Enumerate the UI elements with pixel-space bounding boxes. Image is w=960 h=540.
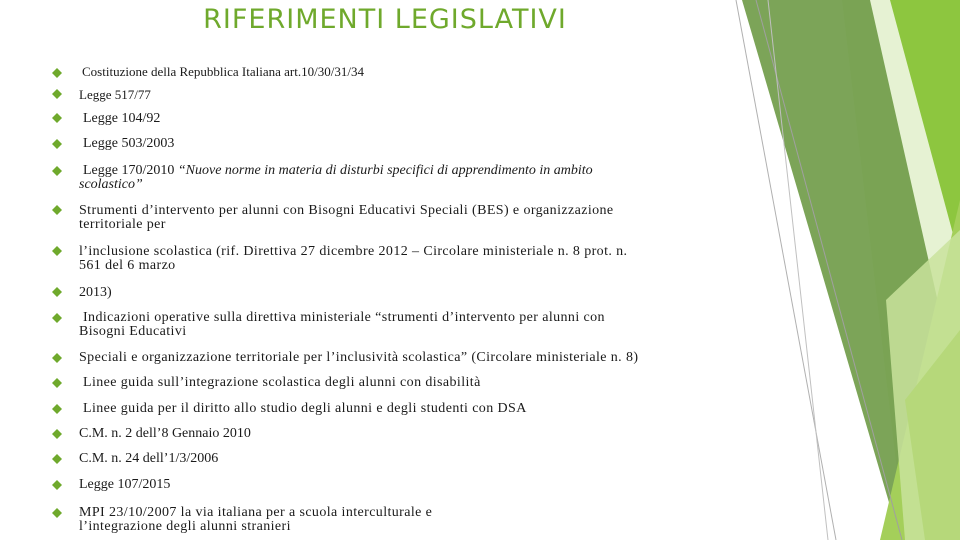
item-text-line2: l’integrazione degli alunni stranieri <box>79 519 291 534</box>
item-text-line2: scolastico” <box>79 177 143 192</box>
item-text: Strumenti d’intervento per alunni con Bisogni Educativi Speciali (BES) e organizzazione <box>79 203 614 218</box>
item-text: Costituzione della Repubblica Italiana art.10/30/31/34 <box>82 64 364 79</box>
list-item <box>79 286 719 300</box>
list-item <box>79 427 719 441</box>
diamond-bullet-icon <box>52 68 62 78</box>
item-text: Legge 170/2010 <box>83 163 178 178</box>
list-item <box>79 478 719 492</box>
item-text: MPI 23/10/2007 la via italiana per a scuola interculturale e <box>79 505 433 520</box>
diamond-bullet-icon <box>52 480 62 490</box>
list-item <box>82 65 722 79</box>
list-item <box>79 452 719 466</box>
list-item <box>79 311 719 339</box>
diamond-bullet-icon <box>52 508 62 518</box>
item-text: Indicazioni operative sulla direttiva ministeriale “strumenti d’intervento per alunni con <box>83 310 605 325</box>
item-text: Legge 517/77 <box>79 87 151 102</box>
item-text-line2: Bisogni Educativi <box>79 324 187 339</box>
list-item <box>83 402 723 416</box>
diamond-bullet-icon <box>52 353 62 363</box>
list-item <box>83 137 723 151</box>
item-text-line2: 561 del 6 marzo <box>79 258 176 273</box>
diamond-bullet-icon <box>52 246 62 256</box>
list-item <box>79 204 719 232</box>
item-text: Legge 503/2003 <box>83 136 175 151</box>
slide-title: RIFERIMENTI LEGISLATIVI <box>203 4 567 35</box>
item-text: Legge 107/2015 <box>79 477 171 492</box>
item-text: 2013) <box>79 285 112 300</box>
list-item <box>79 88 719 102</box>
item-text: l’inclusione scolastica (rif. Direttiva 27 dicembre 2012 – Circolare ministeriale n. 8 prot. n. <box>79 244 628 259</box>
diamond-bullet-icon <box>52 166 62 176</box>
item-text: C.M. n. 2 dell’8 Gennaio 2010 <box>79 426 251 441</box>
list-item <box>79 506 719 534</box>
diamond-bullet-icon <box>52 404 62 414</box>
diamond-bullet-icon <box>52 205 62 215</box>
list-item <box>83 376 723 390</box>
diamond-bullet-icon <box>52 139 62 149</box>
diamond-bullet-icon <box>52 429 62 439</box>
item-text: Linee guida sull’integrazione scolastica degli alunni con disabilità <box>83 375 481 390</box>
item-text: Speciali e organizzazione territoriale per l’inclusività scolastica” (Circolare ministeriale n. 8) <box>79 350 639 365</box>
item-text: C.M. n. 24 dell’1/3/2006 <box>79 451 219 466</box>
list-item <box>79 351 739 365</box>
diamond-bullet-icon <box>52 454 62 464</box>
item-text: Legge 104/92 <box>83 111 161 126</box>
diamond-bullet-icon <box>52 287 62 297</box>
diamond-bullet-icon <box>52 113 62 123</box>
item-text: Linee guida per il diritto allo studio degli alunni e degli studenti con DSA <box>83 401 527 416</box>
list-item <box>79 245 719 273</box>
list-item <box>79 164 719 192</box>
list-item <box>83 112 723 126</box>
diamond-bullet-icon <box>52 89 62 99</box>
item-text-line2: territoriale per <box>79 217 166 232</box>
diamond-bullet-icon <box>52 378 62 388</box>
item-italic-text: “Nuove norme in materia di disturbi specifici di apprendimento in ambito <box>177 163 593 178</box>
diamond-bullet-icon <box>52 313 62 323</box>
